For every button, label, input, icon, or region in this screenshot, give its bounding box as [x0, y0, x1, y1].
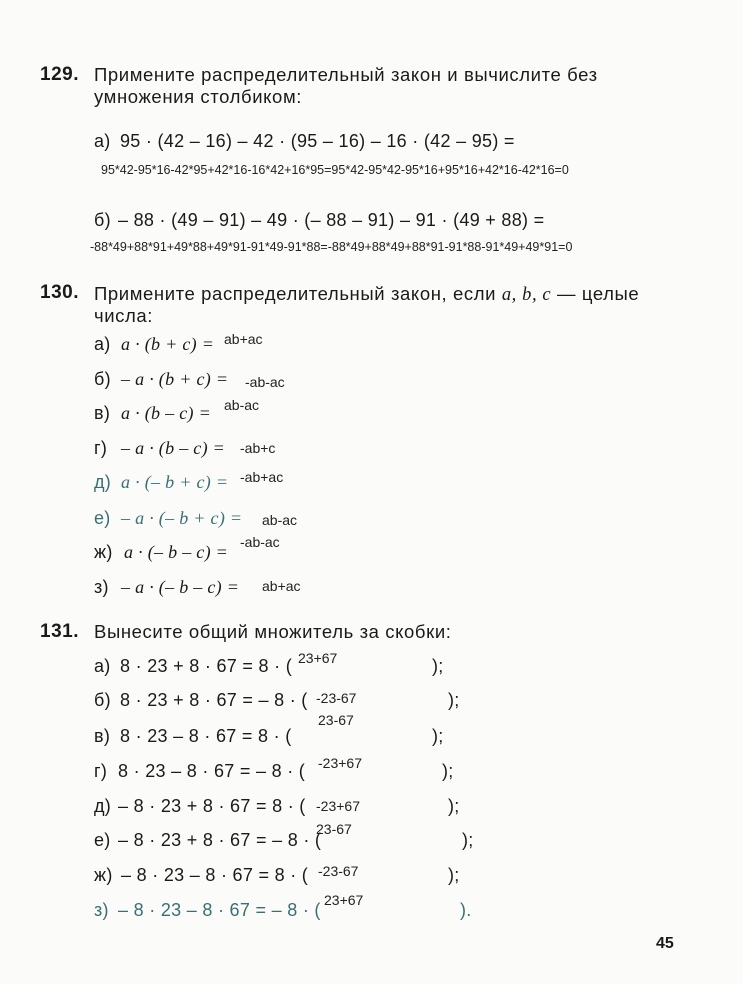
- task-131-a-close: );: [432, 656, 444, 676]
- task-131-text: Вынесите общий множитель за скобки:: [94, 621, 452, 642]
- task-129-b-answer: -88*49+88*91+49*88+49*91-91*49-91*88=-88*49+88*49+88*91-91*88-91*49+49*91=0: [90, 240, 573, 254]
- task-130-g-answer: -ab-ac: [240, 534, 280, 550]
- page-number: 45: [656, 935, 674, 952]
- task-131-g-answer: -23-67: [318, 863, 359, 879]
- task-130-e-answer: -ab+ac: [240, 469, 284, 485]
- task-130-d-expression: – a · (b – c) =: [121, 438, 226, 458]
- task-131-a-answer: 23+67: [298, 650, 338, 666]
- task-131-e-expression: – 8 · 23 + 8 · 67 = 8 · (: [118, 796, 306, 816]
- task-130-a-expression: a · (b + c) =: [121, 334, 215, 354]
- task-130-c-expression: a · (b – c) =: [121, 403, 212, 423]
- task-131-e-close: );: [448, 796, 460, 816]
- task-131-d-label: г): [94, 761, 108, 781]
- task-131-e-answer: -23+67: [316, 798, 360, 814]
- task-130-e-expression: a · (– b + c) =: [121, 472, 229, 492]
- task-130-text-part1: Примените распределительный закон, если: [94, 283, 497, 304]
- task-130-h-label: з): [94, 577, 109, 597]
- task-130-e-label: д): [94, 472, 112, 492]
- task-131-h-label: з): [94, 900, 109, 920]
- task-131-f-label: е): [94, 830, 111, 850]
- task-131-d-expression: 8 · 23 – 8 · 67 = – 8 · (: [118, 761, 306, 781]
- task-131-c-answer: 23-67: [318, 712, 354, 728]
- task-130-f-label: е): [94, 508, 111, 528]
- task-131-number: 131.: [40, 621, 79, 642]
- task-131-g-close: );: [448, 865, 460, 885]
- task-131-b-expression: 8 · 23 + 8 · 67 = – 8 · (: [120, 690, 308, 710]
- task-131-g-expression: – 8 · 23 – 8 · 67 = 8 · (: [121, 865, 309, 885]
- task-131-d-answer: -23+67: [318, 755, 362, 771]
- task-130-b-answer: -ab-ac: [245, 374, 285, 390]
- task-131-f-answer: 23-67: [316, 821, 352, 837]
- task-130-number: 130.: [40, 282, 79, 303]
- task-131-h-close: ).: [460, 900, 472, 920]
- task-129-a-answer: 95*42-95*16-42*95+42*16-16*42+16*95=95*42-95*42-95*16+95*16+42*16-42*16=0: [101, 163, 569, 177]
- task-131-d-close: );: [442, 761, 454, 781]
- task-131-h-expression: – 8 · 23 – 8 · 67 = – 8 · (: [118, 900, 321, 920]
- task-131-e-label: д): [94, 796, 112, 816]
- task-130-g-expression: a · (– b – c) =: [124, 542, 229, 562]
- task-130-c-label: в): [94, 403, 111, 423]
- task-130-text-line2: числа:: [94, 305, 154, 326]
- task-131-c-label: в): [94, 726, 111, 746]
- task-129-text-line1: Примените распределительный закон и вычислите без: [94, 64, 598, 85]
- task-131-a-label: а): [94, 656, 111, 676]
- task-130-a-answer: ab+ac: [224, 331, 263, 347]
- task-131-b-label: б): [94, 690, 111, 710]
- task-130-f-expression: – a · (– b + c) =: [121, 508, 243, 528]
- task-129-text-line2: умножения столбиком:: [94, 86, 303, 107]
- task-130-b-expression: – a · (b + c) =: [121, 369, 229, 389]
- task-131-a-expression: 8 · 23 + 8 · 67 = 8 · (: [120, 656, 292, 676]
- task-129-b-label: б): [94, 210, 111, 230]
- task-129-number: 129.: [40, 64, 79, 85]
- task-130-text-part2: — целые: [557, 283, 640, 304]
- task-129-a-expression: 95 · (42 – 16) – 42 · (95 – 16) – 16 · (42 – 95) =: [120, 131, 515, 151]
- task-131-g-label: ж): [94, 865, 113, 885]
- task-130-a-label: а): [94, 334, 111, 354]
- task-130-f-answer: ab-ac: [262, 512, 298, 528]
- task-131-b-answer: -23-67: [316, 690, 357, 706]
- task-130-c-answer: ab-ac: [224, 397, 260, 413]
- task-131-c-close: );: [432, 726, 444, 746]
- task-130-h-answer: ab+ac: [262, 578, 301, 594]
- task-130-g-label: ж): [94, 542, 113, 562]
- task-129-b-expression: – 88 · (49 – 91) – 49 · (– 88 – 91) – 91 · (49 + 88) =: [118, 210, 545, 230]
- task-130-d-label: г): [94, 438, 108, 458]
- task-131-f-close: );: [462, 830, 474, 850]
- task-130-text-line1: [94, 283, 639, 306]
- task-131-h-answer: 23+67: [324, 892, 364, 908]
- task-131-b-close: );: [448, 690, 460, 710]
- task-130-variables: a, b, c: [501, 285, 552, 305]
- task-131-c-expression: 8 · 23 – 8 · 67 = 8 · (: [120, 726, 292, 746]
- task-130-d-answer: -ab+c: [240, 440, 276, 456]
- task-129-a-label: а): [94, 131, 111, 151]
- task-130-b-label: б): [94, 369, 111, 389]
- task-130-h-expression: – a · (– b – c) =: [121, 577, 240, 597]
- task-131-f-expression: – 8 · 23 + 8 · 67 = – 8 · (: [118, 830, 322, 850]
